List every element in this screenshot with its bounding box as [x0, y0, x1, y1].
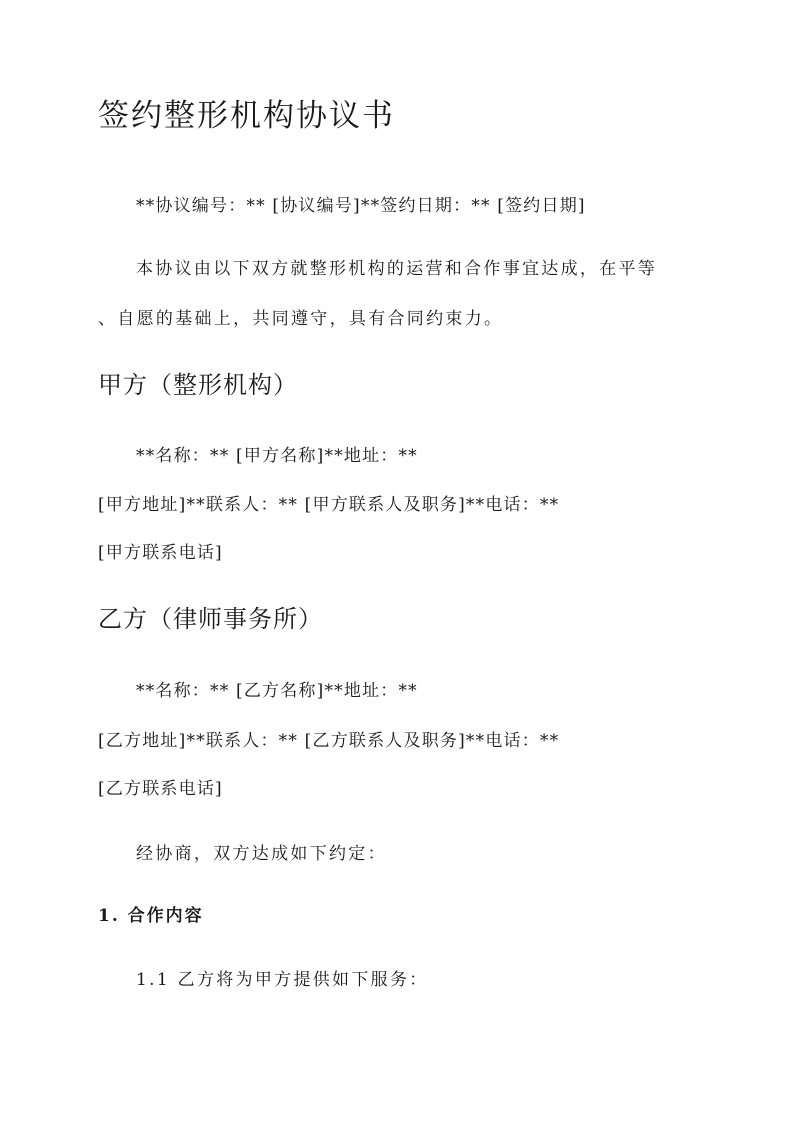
intro-paragraph-line-1: 本协议由以下双方就整形机构的运营和合作事宜达成，在平等	[136, 259, 658, 279]
party-a-line-2: [甲方地址]**联系人：** [甲方联系人及职务]**电话：**	[98, 495, 560, 515]
consensus-text: 经协商，双方达成如下约定：	[136, 844, 387, 864]
party-b-line-2: [乙方地址]**联系人：** [乙方联系人及职务]**电话：**	[98, 731, 560, 751]
party-b-line-1: **名称：** [乙方名称]**地址：**	[136, 681, 418, 701]
party-a-line-3: [甲方联系电话]	[98, 543, 223, 563]
party-a-line-1: **名称：** [甲方名称]**地址：**	[136, 446, 418, 466]
party-b-line-3: [乙方联系电话]	[98, 779, 223, 799]
party-a-heading: 甲方（整形机构）	[98, 371, 298, 399]
section-1-item-1: 1.1 乙方将为甲方提供如下服务：	[136, 970, 429, 990]
section-1-heading: 1. 合作内容	[98, 906, 204, 926]
document-title: 签约整形机构协议书	[98, 98, 395, 134]
intro-paragraph-line-2: 、自愿的基础上，共同遵守，具有合同约束力。	[98, 309, 504, 329]
party-b-heading: 乙方（律师事务所）	[98, 605, 323, 633]
agreement-info: **协议编号：** [协议编号]**签约日期：** [签约日期]	[136, 196, 586, 216]
